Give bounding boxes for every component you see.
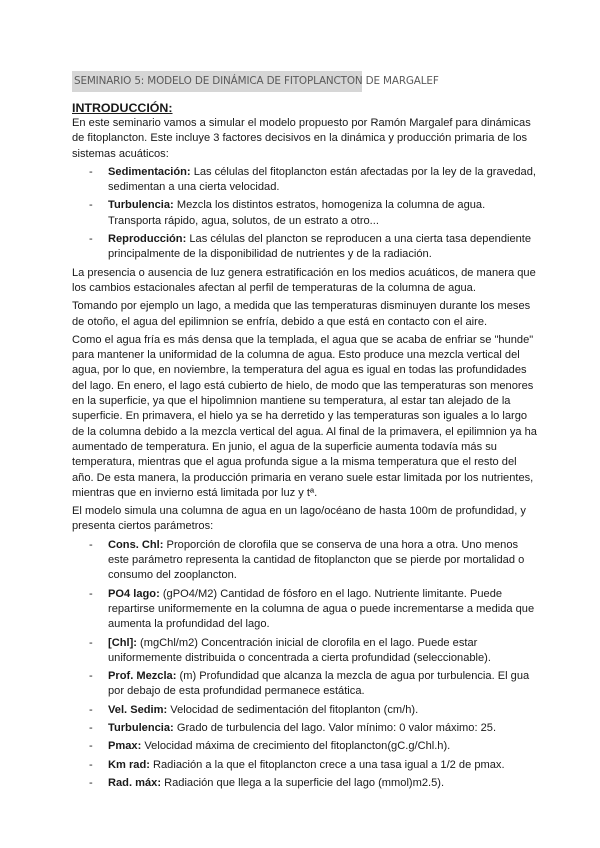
- bullet-dash: -: [89, 165, 93, 178]
- term: Pmax:: [108, 740, 142, 753]
- document-title: SEMINARIO 5: MODELO DE DINÁMICA DE FITOPLANCTON DE MARGALEF: [74, 75, 439, 87]
- document-body: [72, 100, 538, 794]
- bullet-dash: -: [89, 721, 93, 734]
- list-item: [72, 538, 538, 584]
- term: Turbulencia:: [108, 199, 174, 212]
- list-item: [72, 669, 538, 700]
- description: Radiación que llega a la superficie del lago (mmol)m2.5).: [161, 776, 445, 789]
- section-heading: INTRODUCCIÓN:: [72, 101, 173, 115]
- term: Km rad:: [108, 758, 150, 771]
- bullet-dash: -: [89, 636, 93, 649]
- description: Grado de turbulencia del lago. Valor mínimo: 0 valor máximo: 25.: [173, 721, 497, 734]
- bullet-dash: -: [89, 758, 93, 771]
- term: Vel. Sedim:: [108, 703, 168, 716]
- body-paragraph: La presencia o ausencia de luz genera estratificación en los medios acuáticos, de manera que los cambios estacionales afectan al perfil de temperaturas de la columna de agua.: [72, 266, 536, 294]
- description: (gPO4/M2) Cantidad de fósforo en el lago. Nutriente limitante. Puede repartirse uniformemente en la columna de agua o puede incrementarse a medida que aumenta la profundidad del lago.: [108, 587, 535, 631]
- term: Reproducción:: [108, 233, 187, 246]
- list-item: [72, 721, 538, 736]
- bullet-dash: -: [89, 703, 93, 716]
- body-paragraph: Tomando por ejemplo un lago, a medida que las temperaturas disminuyen durante los meses de otoño, el agua del epilimnion se enfría, debido a que está en contacto con el aire.: [72, 300, 531, 328]
- body-paragraph: El modelo simula una columna de agua en un lago/océano de hasta 100m de profundidad, y presenta ciertos parámetros:: [72, 505, 526, 533]
- bullet-dash: -: [89, 740, 93, 753]
- list-item: [72, 703, 538, 718]
- description: Mezcla los distintos estratos, homogeniza la columna de agua. Transporta rápido, agua, solutos, de un estrato a otro...: [108, 199, 486, 227]
- term: PO4 lago:: [108, 587, 160, 600]
- description: (mgChl/m2) Concentración inicial de clorofila en el lago. Puede estar uniformemente distribuida o concentrada a cierta profundidad (seleccionable).: [108, 636, 491, 664]
- description: (m) Profundidad que alcanza la mezcla de agua por turbulencia. El gua por debajo de esta profundidad permanece estática.: [108, 670, 530, 698]
- description: Las células del fitoplancton están afectadas por la ley de la gravedad, sedimentan a una cierta velocidad.: [108, 165, 536, 194]
- bullet-dash: -: [89, 670, 93, 683]
- description: Las células del plancton se reproducen a una cierta tasa dependiente principalmente de la disponibilidad de nutrientes y de la radiación.: [108, 233, 532, 261]
- description: Proporción de clorofila que se conserva de una hora a otra. Uno menos este parámetro representa la cantidad de fitoplancton que se pierde por mortalidad o consumo del zooplancton.: [108, 538, 525, 582]
- list-item: [72, 636, 538, 667]
- bullet-dash: -: [89, 233, 93, 246]
- bullet-dash: -: [89, 587, 93, 600]
- term: Sedimentación:: [108, 165, 191, 178]
- parameters-list: [72, 538, 538, 791]
- term: Cons. Chl:: [108, 538, 164, 551]
- body-paragraph: Como el agua fría es más densa que la templada, el agua que se acaba de enfriar se "hunde" para mantener la uniformidad de la columna de agua. Esto produce una mezcla vertical del agua, por lo que, en noviembre, la temperatura del agua es igual en todas las profundidades del lago. En enero, el lago está cubierto de hielo, de modo que las temperaturas son menores en la superficie, ya que el hipolimnion mantiene su temperatura, al estar tan alejado de la superficie. En primavera, el hielo ya se ha derretido y las temperaturas son iguales a lo largo de la columna debido a la mezcla vertical del agua. Al final de la primavera, el epilimnion ya ha aumentado de temperatura. En junio, el agua de la superficie aumenta todavía más su temperatura, mientras que el agua profunda sigue a la misma temperatura que el resto del año. De esta manera, la producción primaria en verano suele estar limitada por los nutrientes, mientras que en invierno está limitada por luz y tª.: [72, 333, 537, 499]
- description: Velocidad de sedimentación del fitoplanton (cm/h).: [167, 703, 419, 716]
- list-item: [72, 198, 538, 229]
- intro-paragraph: En este seminario vamos a simular el modelo propuesto por Ramón Margalef para dinámicas de fitoplancton. Este incluye 3 factores decisivos en la dinámica y producción primaria de los sistemas acuáticos:: [72, 117, 531, 160]
- bullet-dash: -: [89, 538, 93, 551]
- list-item: [72, 165, 538, 196]
- list-item: [72, 739, 538, 754]
- term: [Chl]:: [108, 636, 137, 649]
- term: Prof. Mezcla:: [108, 670, 177, 683]
- list-item: [72, 587, 538, 633]
- bullet-dash: -: [89, 199, 93, 212]
- list-item: [72, 232, 538, 263]
- term: Turbulencia:: [108, 721, 174, 734]
- description: Velocidad máxima de crecimiento del fitoplancton(gC.g/Chl.h).: [141, 740, 451, 753]
- factors-list: [72, 165, 538, 263]
- description: Radiación a la que el fitoplancton crece a una tasa igual a 1/2 de pmax.: [149, 758, 505, 771]
- term: Rad. máx:: [108, 776, 162, 789]
- bullet-dash: -: [89, 776, 93, 789]
- list-item: [72, 758, 538, 773]
- list-item: [72, 776, 538, 791]
